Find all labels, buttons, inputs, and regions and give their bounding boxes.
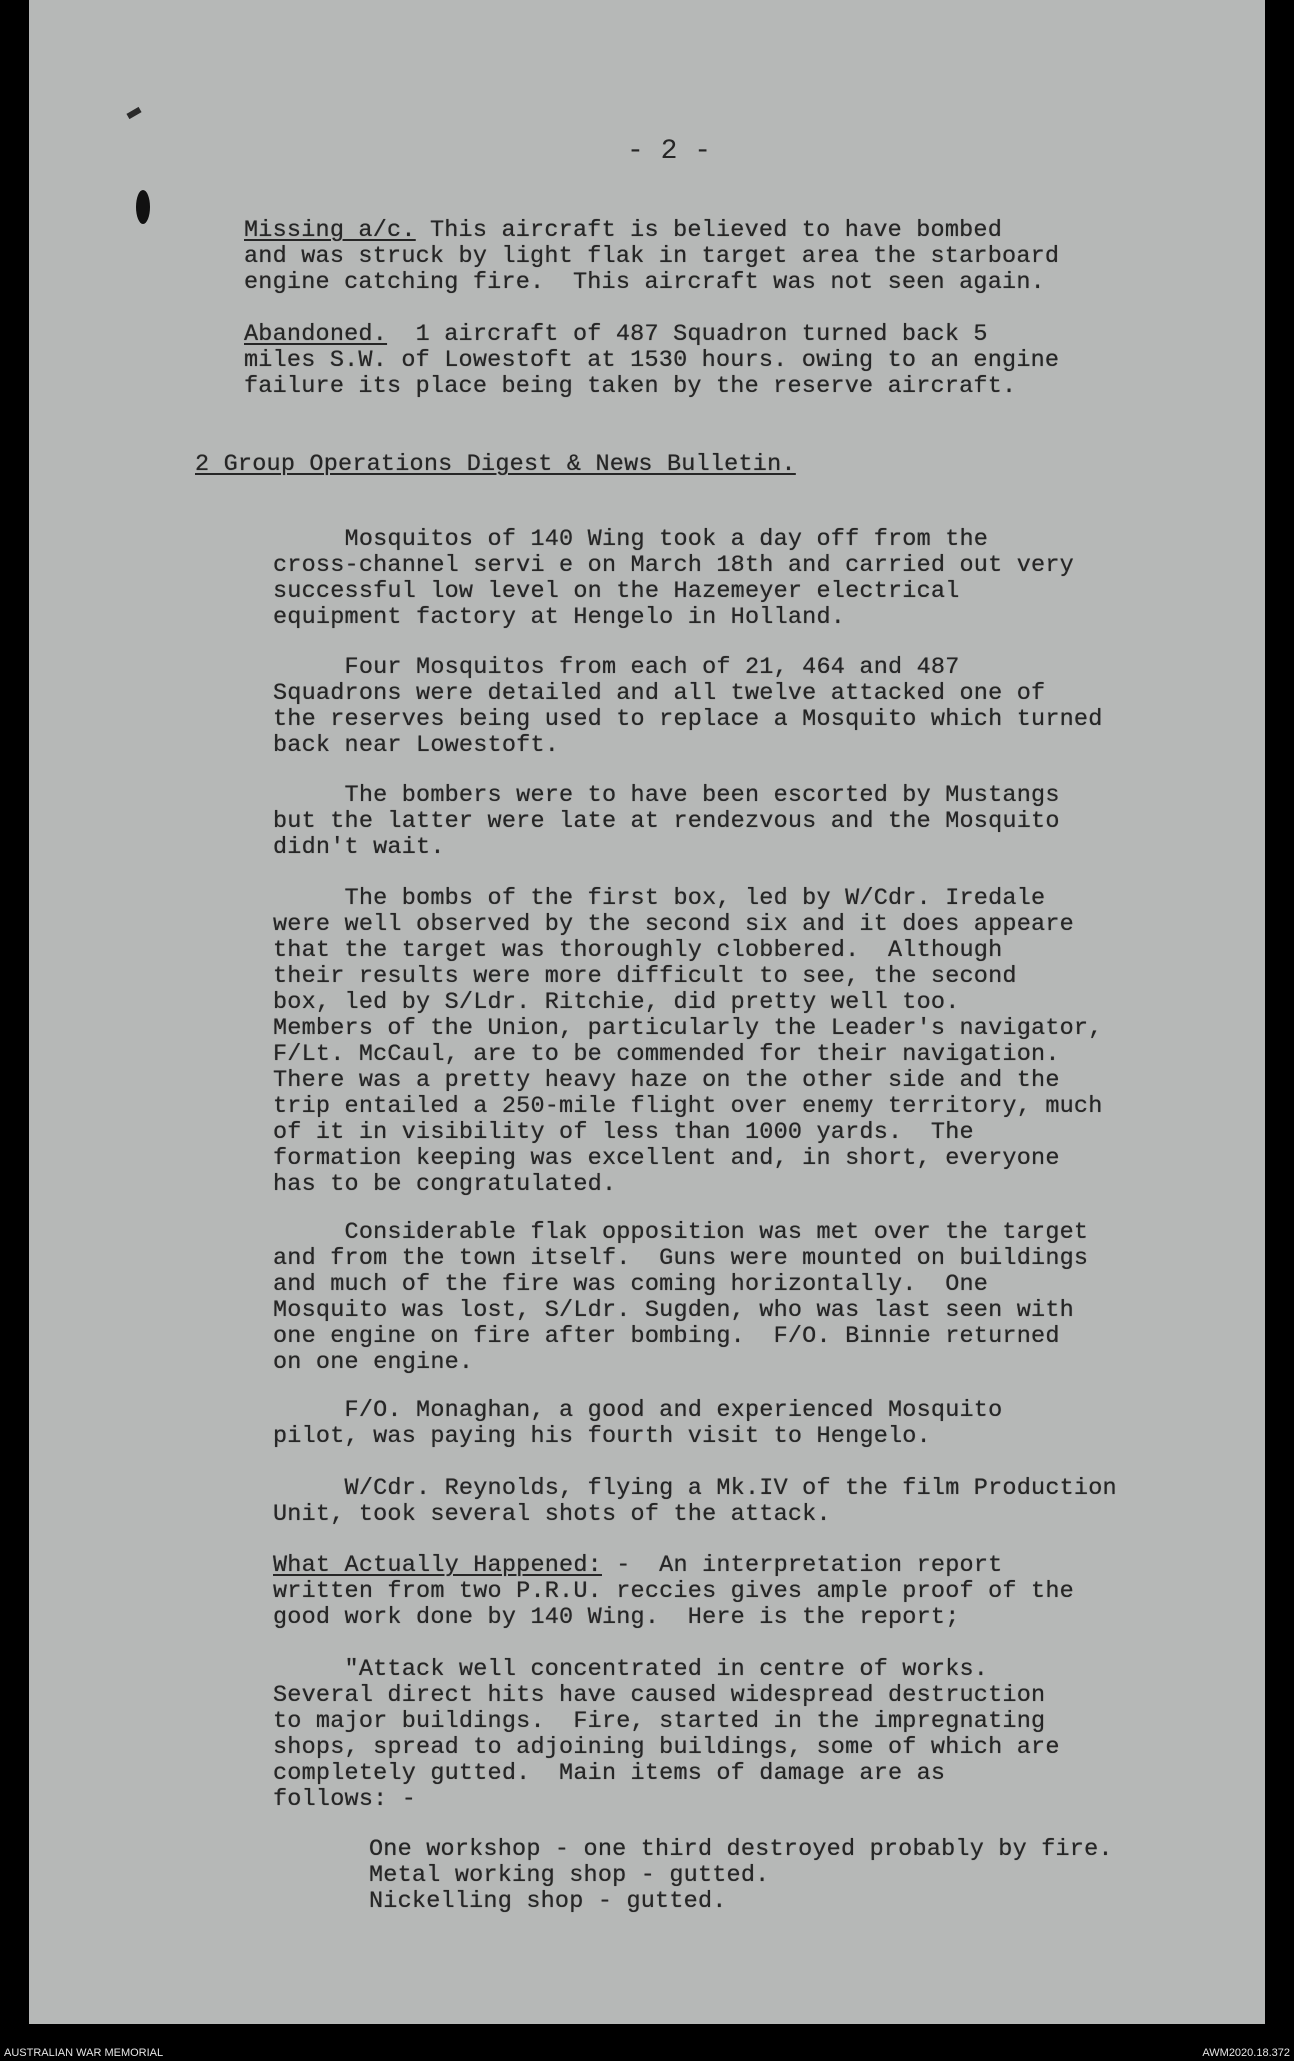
paragraph-2: Four Mosquitos from each of 21, 464 and 487 Squadrons were detailed and all twelve attacked one of the reserves being used to replace a Mosquito which turned back near Lowestoft. — [273, 654, 1103, 759]
abandoned-line1 — [244, 322, 988, 348]
paper-mark — [126, 107, 141, 119]
punch-hole — [136, 190, 150, 224]
paragraph-1: Mosquitos of 140 Wing took a day off from the cross-channel servi e on March 18th and carried out very successful low level on the Hazemeyer electrical equipment factory at Hengelo in Holland. — [273, 526, 1074, 631]
missing-heading: Missing a/c. — [244, 217, 416, 244]
paragraph-7: W/Cdr. Reynolds, flying a Mk.IV of the film Production Unit, took several shots of the attack. — [273, 1475, 1117, 1528]
section-title: 2 Group Operations Digest & News Bulletin. — [195, 451, 796, 478]
abandoned-heading: Abandoned. — [244, 321, 388, 348]
missing-line1-text: This aircraft is believed to have bombed — [415, 217, 1003, 244]
what-happened-heading: What Actually Happened: — [273, 1552, 602, 1579]
paragraph-6: F/O. Monaghan, a good and experienced Mosquito pilot, was paying his fourth visit to Hengelo. — [273, 1397, 1003, 1450]
what-happened-line1-text: - An interpretation report — [601, 1552, 1003, 1579]
abandoned-paragraph: miles S.W. of Lowestoft at 1530 hours. owing to an engine failure its place being taken by the reserve aircraft. — [244, 347, 1060, 400]
what-happened-paragraph: written from two P.R.U. reccies gives ample proof of the good work done by 140 Wing. Here is the report; — [273, 1578, 1074, 1631]
paragraph-3: The bombers were to have been escorted by Mustangs but the latter were late at rendezvous and the Mosquito didn't wait. — [273, 782, 1060, 861]
missing-line1 — [244, 218, 1002, 244]
footer-institution: AUSTRALIAN WAR MEMORIAL — [4, 2047, 164, 2059]
report-quote: "Attack well concentrated in centre of works. Several direct hits have caused widespread destruction to major buildings. Fire, started in the impregnating shops, spread to adjoining buildings, some of which are completely gutted. Main items of damage are as follows: - — [273, 1656, 1060, 1813]
damage-list: One workshop - one third destroyed probably by fire. Metal working shop - gutted. Nickelling shop - gutted. — [369, 1836, 1113, 1915]
document-page — [29, 0, 1265, 2024]
missing-paragraph: and was struck by light flak in target area the starboard engine catching fire. This aircraft was not seen again. — [244, 243, 1060, 296]
abandoned-line1-text: 1 aircraft of 487 Squadron turned back 5 — [387, 321, 988, 348]
footer-accession: AWM2020.18.372 — [1202, 2047, 1290, 2059]
paragraph-4: The bombs of the first box, led by W/Cdr. Iredale were well observed by the second six and it does appeare that the target was thoroughly clobbered. Although their results were more difficult to see, the second box, led by S/Ldr. Ritchie, did pretty well too. Members of the Union, particularly the Leader's navigator, F/Lt. McCaul, are to be commended for their navigation. There was a pretty heavy haze on the other side and the trip entailed a 250-mile flight over enemy territory, much of it in visibility of less than 1000 yards. The formation keeping was excellent and, in short, everyone has to be congratulated. — [273, 885, 1103, 1198]
what-happened-line1 — [273, 1553, 1002, 1579]
paragraph-5: Considerable flak opposition was met over the target and from the town itself. Guns were mounted on buildings and much of the fire was coming horizontally. One Mosquito was lost, S/Ldr. Sugden, who was last seen with one engine on fire after bombing. F/O. Binnie returned on one engine. — [273, 1219, 1089, 1376]
page-number: - 2 - — [627, 136, 712, 167]
